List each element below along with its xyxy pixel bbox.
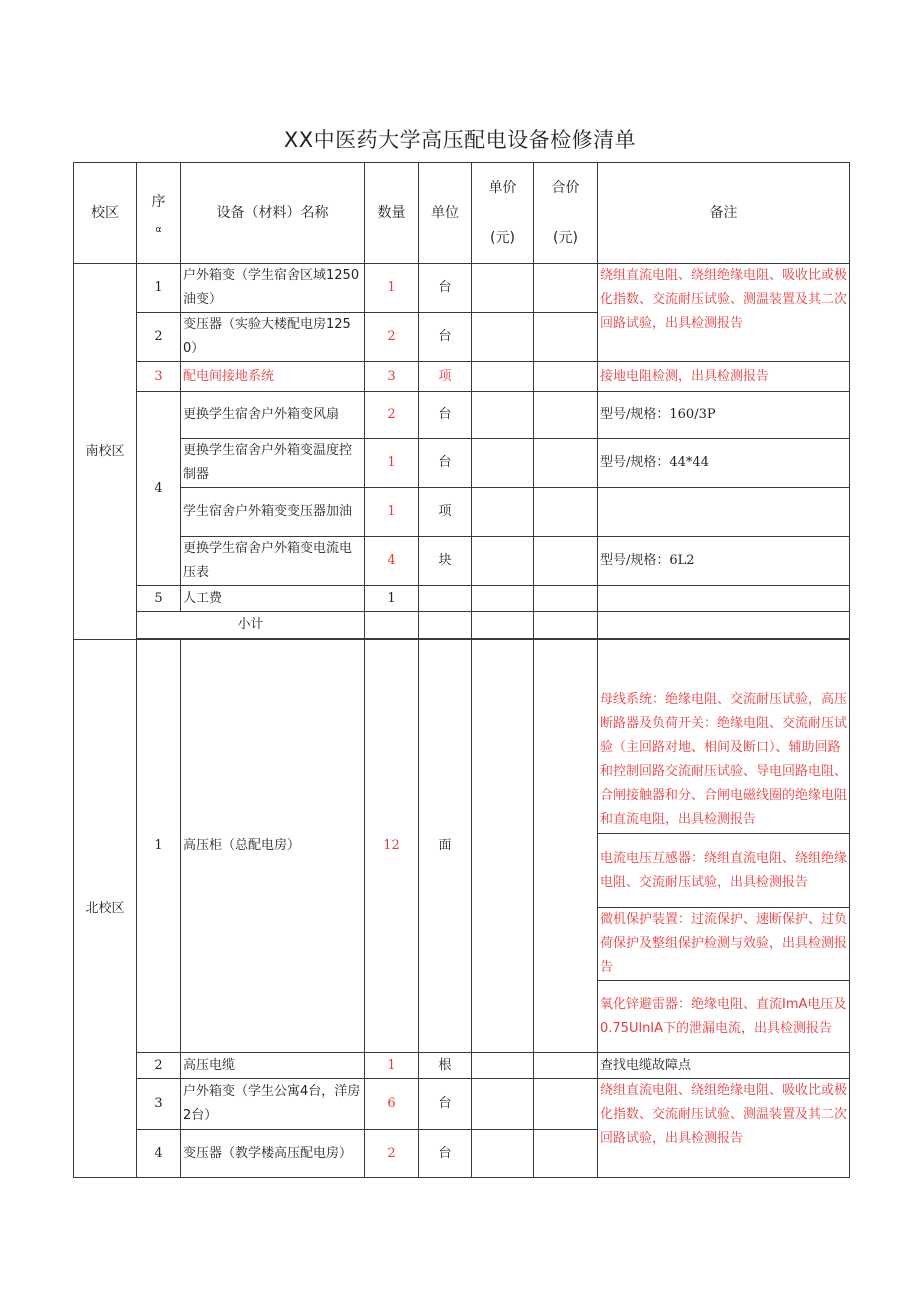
remark-cell: 电流电压互感器：绕组直流电阻、绕组绝缘电阻、交流耐压试验，出具检测报告	[598, 834, 850, 908]
header-unit-price-sub: (元)	[490, 230, 515, 246]
table-row	[74, 362, 850, 392]
name-cell: 更换学生宿舍户外箱变温度控制器	[181, 439, 365, 488]
qty-cell: 1	[365, 264, 419, 313]
total-price-cell	[534, 612, 598, 639]
name-cell: 高压电缆	[181, 1053, 365, 1079]
unit-price-cell	[472, 1053, 534, 1079]
subtotal-label: 小计	[137, 612, 365, 639]
unit-price-cell	[472, 640, 534, 1053]
seq-cell: 1	[137, 264, 181, 313]
name-cell: 配电间接地系统	[181, 362, 365, 392]
remark-cell: 绕组直流电阻、绕组绝缘电阻、吸收比或极化指数、交流耐压试验、测温装置及其二次回路试验，出具检测报告	[598, 1079, 850, 1178]
qty-cell: 2	[365, 313, 419, 362]
table-row	[74, 392, 850, 439]
seq-cell: 4	[137, 1130, 181, 1178]
header-unit-price	[472, 163, 534, 264]
qty-cell: 1	[365, 439, 419, 488]
qty-cell: 2	[365, 392, 419, 439]
name-cell: 人工费	[181, 586, 365, 612]
unit-cell	[419, 586, 472, 612]
seq-cell: 1	[137, 640, 181, 1053]
maintenance-table	[73, 162, 850, 1178]
header-name: 设备（材料）名称	[181, 163, 365, 264]
unit-price-cell	[472, 362, 534, 392]
name-cell: 户外箱变（学生宿舍区域1250油变）	[181, 264, 365, 313]
campus-south: 南校区	[74, 264, 137, 640]
unit-price-cell	[472, 392, 534, 439]
header-seq	[137, 163, 181, 264]
unit-price-cell	[472, 586, 534, 612]
unit-price-cell	[472, 313, 534, 362]
header-row	[74, 163, 850, 264]
seq-cell: 2	[137, 313, 181, 362]
seq-cell: 4	[137, 392, 181, 586]
remark-cell: 母线系统：绝缘电阻、交流耐压试验，高压断路器及负荷开关：绝缘电阻、交流耐压试验（主回路对地、相间及断口）、辅助回路和控制回路交流耐压试验、导电回路电阻、合闸接触器和分、合闸电磁线圈的绝缘电阻和直流电阻，出具检测报告	[598, 640, 850, 834]
qty-cell: 6	[365, 1079, 419, 1130]
table-row	[74, 264, 850, 313]
total-price-cell	[534, 1053, 598, 1079]
header-total-price-sub: (元)	[553, 230, 578, 246]
seq-cell: 3	[137, 362, 181, 392]
unit-cell: 台	[419, 1079, 472, 1130]
name-cell: 学生宿舍户外箱变变压器加油	[181, 488, 365, 537]
unit-price-cell	[472, 488, 534, 537]
seq-cell: 5	[137, 586, 181, 612]
header-unit: 单位	[419, 163, 472, 264]
total-price-cell	[534, 1079, 598, 1130]
header-remark: 备注	[598, 163, 850, 264]
table-row	[74, 586, 850, 612]
remark-cell: 接地电阻检测，出具检测报告	[598, 362, 850, 392]
unit-cell: 面	[419, 640, 472, 1053]
remark-cell	[598, 586, 850, 612]
qty-cell: 4	[365, 537, 419, 586]
name-cell: 变压器（教学楼高压配电房）	[181, 1130, 365, 1178]
qty-cell: 1	[365, 1053, 419, 1079]
unit-cell: 块	[419, 537, 472, 586]
unit-cell: 台	[419, 1130, 472, 1178]
remark-cell	[598, 488, 850, 537]
table-row	[74, 640, 850, 834]
total-price-cell	[534, 537, 598, 586]
qty-cell: 1	[365, 586, 419, 612]
total-price-cell	[534, 586, 598, 612]
seq-cell: 2	[137, 1053, 181, 1079]
unit-price-cell	[472, 612, 534, 639]
remark-cell: 绕组直流电阻、绕组绝缘电阻、吸收比或极化指数、交流耐压试验、测温装置及其二次回路试验，出具检测报告	[598, 264, 850, 362]
unit-cell: 台	[419, 313, 472, 362]
qty-cell: 2	[365, 1130, 419, 1178]
unit-cell: 项	[419, 488, 472, 537]
name-cell: 户外箱变（学生公寓4台，洋房2台）	[181, 1079, 365, 1130]
total-price-cell	[534, 313, 598, 362]
header-total-price-label: 合价	[551, 180, 580, 196]
unit-cell	[419, 612, 472, 639]
remark-cell	[598, 612, 850, 639]
qty-cell: 3	[365, 362, 419, 392]
name-cell: 变压器（实验大楼配电房1250）	[181, 313, 365, 362]
total-price-cell	[534, 264, 598, 313]
campus-north: 北校区	[74, 640, 137, 1178]
remark-cell: 型号/规格：44*44	[598, 439, 850, 488]
total-price-cell	[534, 362, 598, 392]
unit-cell: 根	[419, 1053, 472, 1079]
unit-price-cell	[472, 1079, 534, 1130]
name-cell: 更换学生宿舍户外箱变风扇	[181, 392, 365, 439]
subtotal-row	[74, 612, 850, 639]
total-price-cell	[534, 1130, 598, 1178]
header-unit-price-label: 单价	[488, 180, 517, 196]
remark-cell: 微机保护装置：过流保护、速断保护、过负荷保护及整组保护检测与效验，出具检测报告	[598, 908, 850, 981]
remark-cell: 氧化锌避雷器：绝缘电阻、直流ImA电压及0.75UlnIA下的泄漏电流，出具检测报告	[598, 981, 850, 1053]
unit-cell: 台	[419, 439, 472, 488]
header-campus: 校区	[74, 163, 137, 264]
unit-price-cell	[472, 439, 534, 488]
qty-cell	[365, 612, 419, 639]
unit-cell: 项	[419, 362, 472, 392]
unit-price-cell	[472, 537, 534, 586]
table-row	[74, 537, 850, 586]
header-seq-sub: α	[155, 225, 162, 235]
table-row	[74, 488, 850, 537]
table-row	[74, 439, 850, 488]
name-cell: 更换学生宿舍户外箱变电流电压表	[181, 537, 365, 586]
total-price-cell	[534, 640, 598, 1053]
total-price-cell	[534, 392, 598, 439]
header-qty: 数量	[365, 163, 419, 264]
table-row	[74, 1079, 850, 1130]
unit-cell: 台	[419, 392, 472, 439]
remark-cell: 查找电缆故障点	[598, 1053, 850, 1079]
total-price-cell	[534, 488, 598, 537]
header-total-price	[534, 163, 598, 264]
unit-price-cell	[472, 1130, 534, 1178]
qty-cell: 12	[365, 640, 419, 1053]
remark-cell: 型号/规格：6L2	[598, 537, 850, 586]
seq-cell: 3	[137, 1079, 181, 1130]
total-price-cell	[534, 439, 598, 488]
remark-cell: 型号/规格：160/3P	[598, 392, 850, 439]
header-seq-label: 序	[151, 194, 166, 210]
qty-cell: 1	[365, 488, 419, 537]
unit-price-cell	[472, 264, 534, 313]
page-title: XX中医药大学高压配电设备检修清单	[283, 128, 637, 152]
unit-cell: 台	[419, 264, 472, 313]
name-cell: 高压柜（总配电房）	[181, 640, 365, 1053]
table-row	[74, 1053, 850, 1079]
